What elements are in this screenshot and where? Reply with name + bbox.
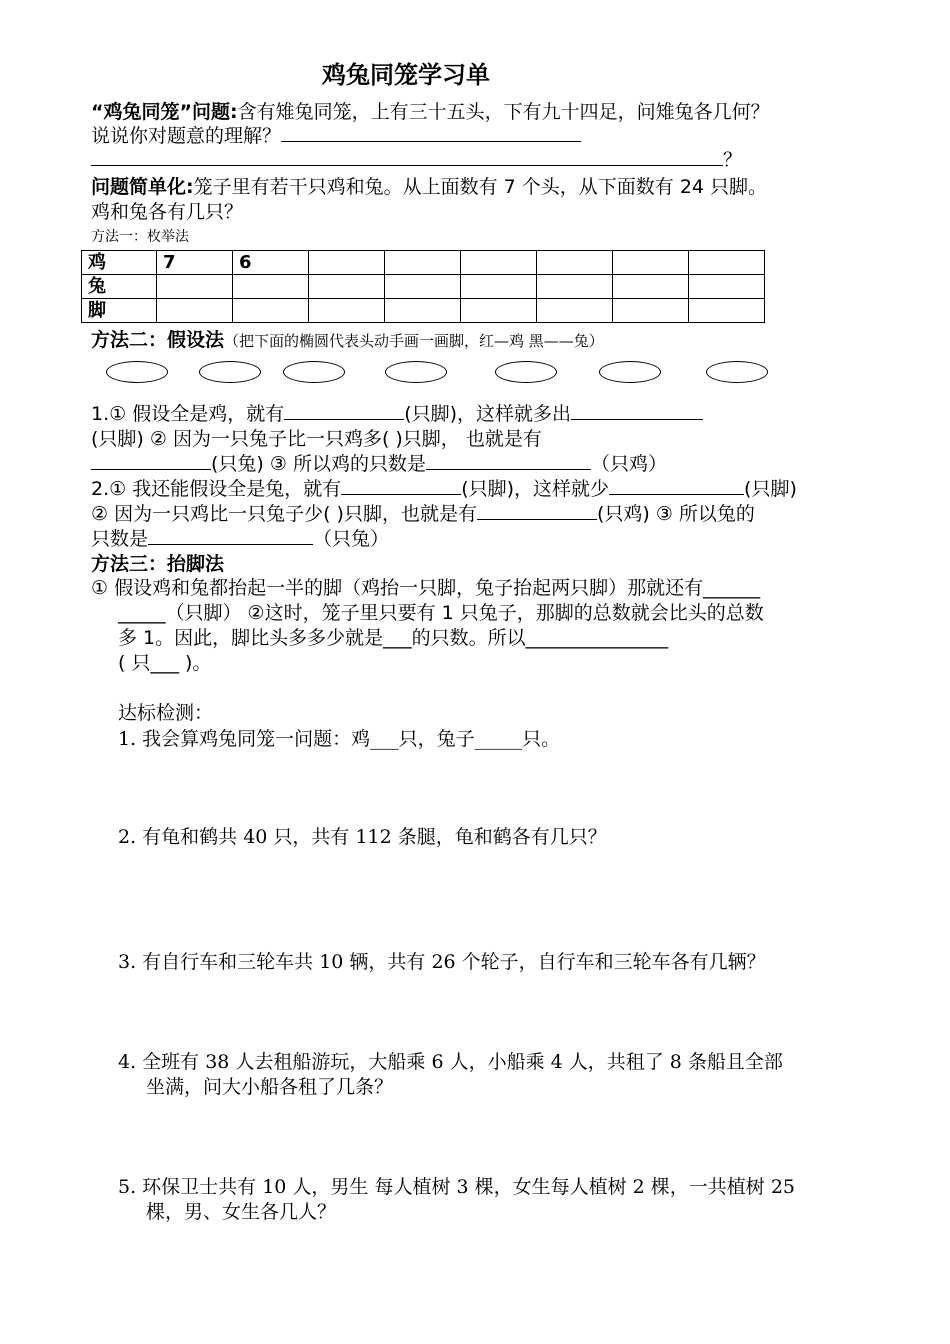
row-header-rabbit: 兔 — [82, 275, 157, 299]
table-cell[interactable] — [461, 275, 537, 299]
assume-chicken-line-1 — [91, 402, 703, 426]
text: （只鸡） — [590, 453, 667, 475]
table-cell[interactable] — [385, 275, 461, 299]
exercise-4-line-2: 坐满，问大小船各租了几条？ — [146, 1076, 394, 1098]
assume-rabbit-line-3 — [91, 527, 389, 551]
enumeration-table — [81, 250, 765, 323]
simplified-text: 笼子里有若干只鸡和兔。从上面数有 7 个头，从下面数有 24 只脚。 — [193, 176, 768, 198]
page-title: 鸡兔同笼学习单 — [322, 61, 490, 89]
table-cell[interactable] — [461, 251, 537, 275]
exercise-4-line-1: 4. 全班有 38 人去租船游玩，大船乘 6 人，小船乘 4 人，共租了 8 条船且全部 — [118, 1051, 783, 1073]
assume-chicken-line-3 — [91, 452, 667, 476]
simplified-label: 问题简单化: — [91, 176, 194, 198]
table-row — [82, 251, 765, 275]
simplified-line-1 — [91, 175, 767, 199]
table-cell[interactable] — [537, 275, 613, 299]
table-cell[interactable]: 6 — [233, 251, 309, 275]
answer-blank[interactable] — [571, 402, 703, 420]
table-cell[interactable] — [613, 299, 689, 323]
head-ellipse[interactable] — [106, 361, 168, 383]
table-row — [82, 299, 765, 323]
exercise-5-line-2: 棵，男、女生各几人？ — [146, 1201, 337, 1223]
row-header-chicken: 鸡 — [82, 251, 157, 275]
method3-line-2: _____（只脚） ②这时，笼子里只要有 1 只兔子，那脚的总数就会比头的总数 — [118, 602, 764, 624]
assume-rabbit-line-1 — [91, 477, 797, 501]
exercise-1: 1. 我会算鸡兔同笼一问题：鸡___只，兔子_____只。 — [118, 728, 561, 750]
method2-heading — [91, 328, 604, 353]
text: 2.① 我还能假设全是兔，就有 — [91, 478, 342, 500]
head-ellipse[interactable] — [385, 361, 447, 383]
answer-blank[interactable] — [91, 452, 211, 470]
understanding-line — [91, 124, 581, 148]
exercise-2: 2. 有龟和鹤共 40 只，共有 112 条腿，龟和鹤各有几只？ — [118, 826, 607, 848]
answer-blank[interactable] — [341, 477, 461, 495]
method3-label: 方法三：抬脚法 — [91, 553, 225, 575]
text: （只兔） — [313, 528, 390, 550]
method3-line-4: ( 只___ )。 — [118, 652, 212, 674]
head-ellipse[interactable] — [283, 361, 345, 383]
table-cell[interactable] — [689, 275, 765, 299]
text: (只鸡) ③ 所以兔的 — [596, 503, 755, 525]
check-label: 达标检测： — [118, 702, 214, 724]
answer-blank[interactable] — [426, 452, 591, 470]
table-cell[interactable] — [309, 251, 385, 275]
table-cell[interactable] — [689, 251, 765, 275]
simplified-line-2: 鸡和兔各有几只？ — [91, 201, 244, 223]
problem-label: “鸡兔同笼”问题: — [91, 101, 238, 123]
table-cell[interactable] — [385, 251, 461, 275]
table-cell[interactable]: 7 — [157, 251, 233, 275]
head-ellipse[interactable] — [495, 361, 557, 383]
question-mark: ？ — [723, 149, 743, 171]
table-cell[interactable] — [689, 299, 765, 323]
text: (只脚)，这样就少 — [461, 478, 610, 500]
table-cell[interactable] — [309, 275, 385, 299]
exercise-5-line-1: 5. 环保卫士共有 10 人，男生 每人植树 3 棵，女生每人植树 2 棵，一共植树 25 — [118, 1176, 796, 1198]
problem-line — [91, 100, 770, 124]
answer-blank[interactable] — [148, 527, 313, 545]
head-ellipse[interactable] — [706, 361, 768, 383]
method1-label: 方法一：枚举法 — [91, 229, 189, 245]
table-cell[interactable] — [613, 275, 689, 299]
table-cell[interactable] — [157, 275, 233, 299]
answer-blank[interactable] — [281, 124, 581, 142]
table-cell[interactable] — [613, 251, 689, 275]
text: (只脚)，这样就多出 — [404, 403, 572, 425]
assume-chicken-line-2: (只脚) ② 因为一只兔子比一只鸡多( )只脚， 也就是有 — [91, 428, 542, 450]
table-cell[interactable] — [461, 299, 537, 323]
head-ellipse[interactable] — [199, 361, 261, 383]
table-cell[interactable] — [157, 299, 233, 323]
table-cell[interactable] — [537, 299, 613, 323]
table-cell[interactable] — [385, 299, 461, 323]
table-cell[interactable] — [309, 299, 385, 323]
method2-hint: （把下面的椭圆代表头动手画一画脚，红—鸡 黑——兔） — [224, 332, 604, 350]
understanding-question: 说说你对题意的理解？ — [91, 125, 282, 147]
table-cell[interactable] — [537, 251, 613, 275]
table-cell[interactable] — [233, 275, 309, 299]
text: ② 因为一只鸡比一只兔子少( )只脚，也就是有 — [91, 503, 477, 525]
problem-text: 含有雉兔同笼，上有三十五头，下有九十四足，问雉兔各几何？ — [237, 101, 770, 123]
method2-label: 方法二：假设法 — [91, 329, 225, 351]
assume-rabbit-line-2 — [91, 502, 755, 526]
method3-line-3: 多 1。因此，脚比头多多少就是___的只数。所以_______________ — [118, 627, 669, 649]
exercise-3: 3. 有自行车和三轮车共 10 辆，共有 26 个轮子，自行车和三轮车各有几辆？ — [118, 951, 766, 973]
answer-blank[interactable] — [609, 477, 744, 495]
row-header-feet: 脚 — [82, 299, 157, 323]
understanding-line-2 — [91, 148, 742, 172]
answer-blank[interactable] — [91, 148, 723, 166]
answer-blank[interactable] — [284, 402, 404, 420]
text: (只兔) ③ 所以鸡的只数是 — [211, 453, 426, 475]
text: 1.① 假设全是鸡，就有 — [91, 403, 285, 425]
answer-blank[interactable] — [477, 502, 597, 520]
head-ellipse[interactable] — [599, 361, 661, 383]
table-row — [82, 275, 765, 299]
table-cell[interactable] — [233, 299, 309, 323]
text: 只数是 — [91, 528, 149, 550]
text: (只脚) — [744, 478, 797, 500]
method3-line-1: ① 假设鸡和兔都抬起一半的脚（鸡抬一只脚，兔子抬起两只脚）那就还有______ — [91, 577, 761, 599]
